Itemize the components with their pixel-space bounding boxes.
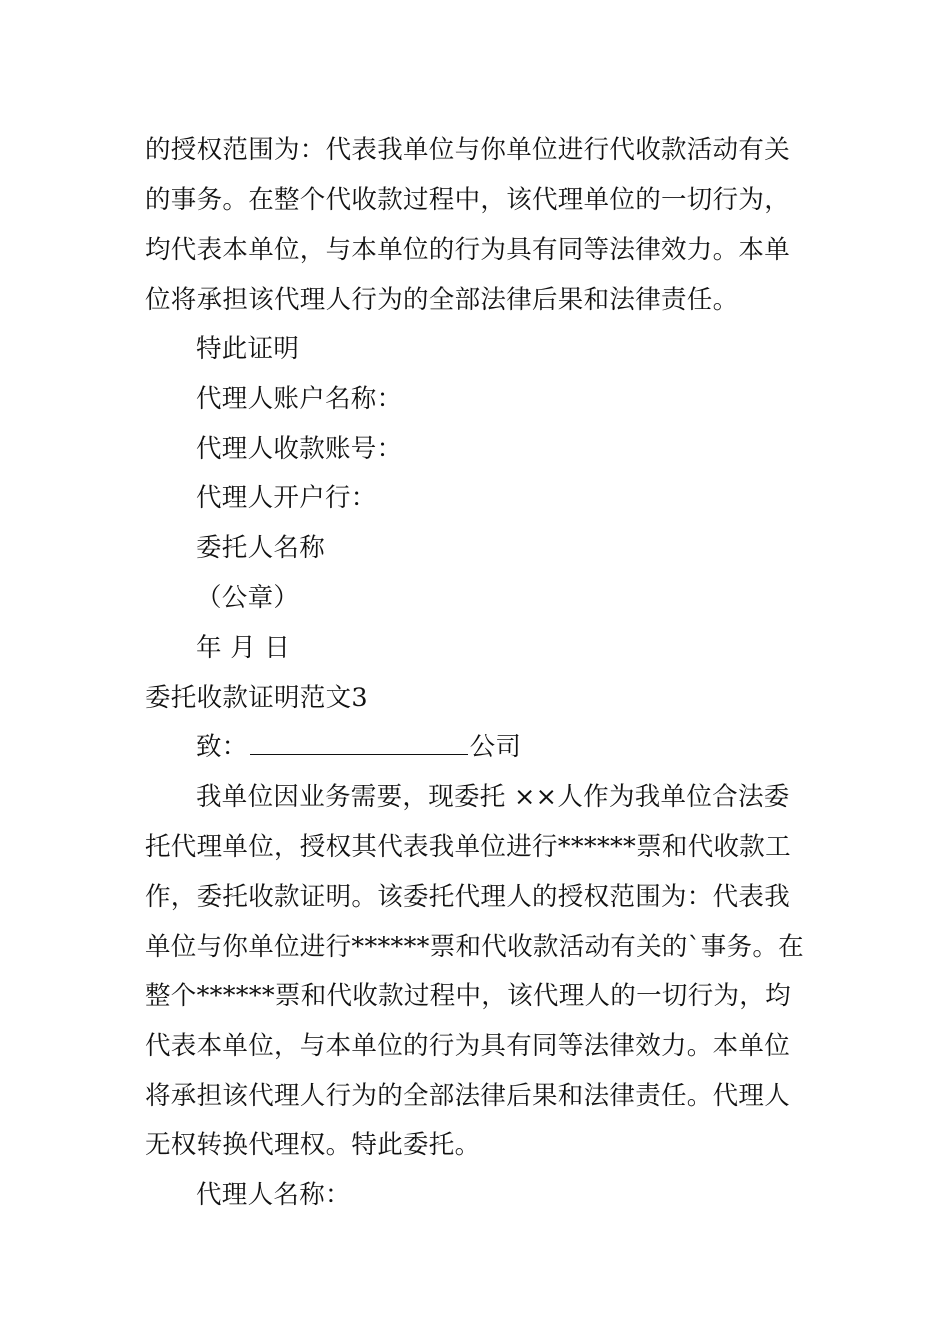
paragraph-line: 整个******票和代收款过程中，该代理人的一切行为，均 — [145, 981, 791, 1011]
bank-label: 代理人开户行： — [196, 483, 377, 513]
seal-label: （公章） — [196, 583, 300, 613]
principal-name-label: 委托人名称 — [196, 533, 326, 563]
date-label: 年 月 日 — [196, 633, 291, 663]
account-number-label: 代理人收款账号： — [196, 434, 403, 464]
paragraph-line: 位将承担该代理人行为的全部法律后果和法律责任。 — [145, 285, 739, 315]
section-title: 委托收款证明范文3 — [145, 683, 368, 713]
company-blank-line — [250, 730, 468, 755]
paragraph-line: 的事务。在整个代收款过程中，该代理单位的一切行为， — [145, 185, 791, 215]
paragraph-line: 将承担该代理人行为的全部法律后果和法律责任。代理人 — [145, 1081, 791, 1111]
paragraph-line: 无权转换代理权。特此委托。 — [145, 1130, 481, 1160]
paragraph-line: 单位与你单位进行******票和代收款活动有关的`事务。在 — [145, 932, 804, 962]
paragraph-line: 均代表本单位，与本单位的行为具有同等法律效力。本单 — [145, 235, 791, 265]
salutation — [196, 730, 866, 764]
agent-name-label: 代理人名称： — [196, 1180, 351, 1210]
salutation-suffix: 公司 — [469, 732, 522, 762]
salutation-prefix: 致： — [196, 732, 248, 762]
paragraph-line: 作，委托收款证明。该委托代理人的授权范围为：代表我 — [145, 882, 791, 912]
paragraph-line: 的授权范围为：代表我单位与你单位进行代收款活动有关 — [145, 135, 791, 165]
account-name-label: 代理人账户名称： — [196, 384, 403, 414]
paragraph-line: 代表本单位，与本单位的行为具有同等法律效力。本单位 — [145, 1031, 791, 1061]
paragraph-line: 托代理单位，授权其代表我单位进行******票和代收款工 — [145, 832, 791, 862]
closing-text: 特此证明 — [196, 334, 300, 364]
paragraph-line: 我单位因业务需要，现委托 ××人作为我单位合法委 — [196, 782, 790, 812]
